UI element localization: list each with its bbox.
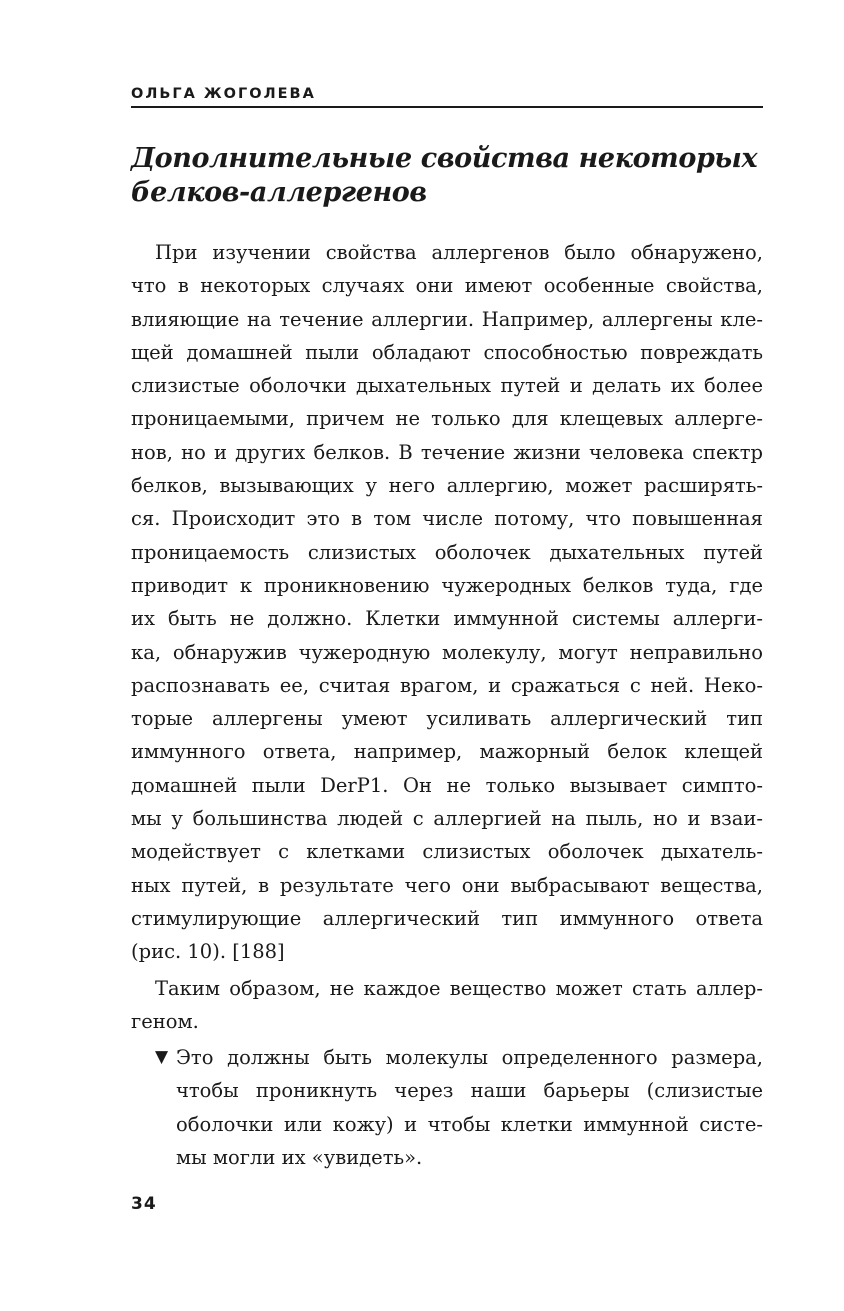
text-line: торые аллергены умеют усиливать аллергический тип xyxy=(131,707,763,731)
text-line: проницаемыми, причем не только для клещевых аллерге- xyxy=(131,407,763,431)
section-title-line: Дополнительные свойства некоторых xyxy=(131,143,758,174)
text-line: ка, обнаружив чужеродную молекулу, могут неправильно xyxy=(131,640,763,664)
page-number: 34 xyxy=(131,1194,157,1214)
text-line: приводит к проникновению чужеродных белков туда, где xyxy=(131,573,763,597)
text-line: ных путей, в результате чего они выбрасывают вещества, xyxy=(131,873,763,897)
text-line: нов, но и других белков. В течение жизни человека спектр xyxy=(131,440,763,464)
text-line: распознавать ее, считая врагом, и сражаться с ней. Неко- xyxy=(131,673,763,697)
text-line: белков, вызывающих у него аллергию, может расширять- xyxy=(131,474,763,498)
text-line: слизистые оболочки дыхательных путей и делать их более xyxy=(131,374,763,398)
text-line: (рис. 10). [188] xyxy=(131,940,285,964)
text-line: ся. Происходит это в том числе потому, что повышенная xyxy=(131,507,763,531)
paragraph xyxy=(131,236,763,969)
text-line: чтобы проникнуть через наши барьеры (слизистые xyxy=(176,1079,763,1103)
text-line: При изучении свойства аллергенов было обнаружено, xyxy=(155,241,763,264)
triangle-down-icon: ▼ xyxy=(155,1047,169,1068)
bullet-item xyxy=(131,1041,763,1174)
text-line: Это должны быть молекулы определенного размера, xyxy=(176,1046,763,1070)
section-title-line: белков-аллергенов xyxy=(131,177,427,208)
text-line: иммунного ответа, например, мажорный белок клещей xyxy=(131,740,763,764)
text-line: щей домашней пыли обладают способностью повреждать xyxy=(131,340,763,364)
body-text xyxy=(131,236,763,1174)
text-line: мы у большинства людей с аллергией на пыль, но и взаи- xyxy=(131,807,763,831)
paragraph xyxy=(131,972,763,1039)
text-line: их быть не должно. Клетки иммунной системы аллерги- xyxy=(131,607,763,631)
section-title xyxy=(131,142,763,210)
text-line: влияющие на течение аллергии. Например, аллергены кле- xyxy=(131,307,763,331)
text-line: оболочки или кожу) и чтобы клетки иммунной систе- xyxy=(176,1112,763,1136)
text-line: мы могли их «увидеть». xyxy=(176,1146,423,1170)
text-line: проницаемость слизистых оболочек дыхательных путей xyxy=(131,540,763,564)
running-head-author: ОЛЬГА ЖОГОЛЕВА xyxy=(131,86,763,108)
text-line: домашней пыли DerP1. Он не только вызывает симпто- xyxy=(131,773,763,797)
text-line: геном. xyxy=(131,1009,199,1033)
text-line: Таким образом, не каждое вещество может стать аллер- xyxy=(155,976,763,1000)
text-line: стимулирующие аллергический тип иммунного ответа xyxy=(131,906,763,930)
text-line: что в некоторых случаях они имеют особенные свойства, xyxy=(131,274,763,298)
text-line: модействует с клетками слизистых оболочек дыхатель- xyxy=(131,840,763,864)
